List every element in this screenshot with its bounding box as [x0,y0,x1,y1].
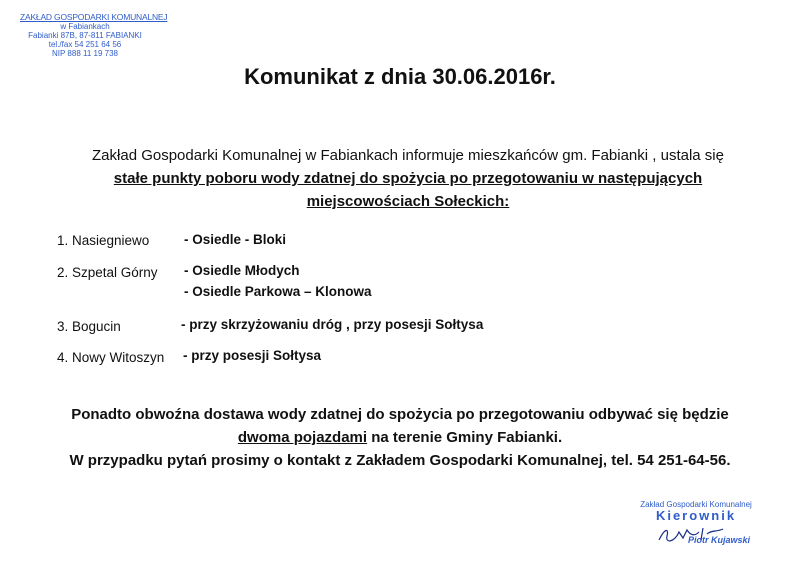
location-point: - Osiedle Młodych [184,263,300,278]
intro-emphasis-line1: stałe punkty poboru wody zdatnej do spożycia po przegotowaniu w następujących [113,170,703,187]
handwritten-signature [657,526,727,544]
stamp-signer: Piotr Kujawski [687,535,750,545]
location-point: - Osiedle - Bloki [184,232,287,247]
location-point: - przy skrzyżowaniu dróg , przy posesji Sołtysa [181,317,484,332]
stamp-role: Kierownik [655,508,737,523]
footer-underlined: dwoma pojazdami [237,429,368,446]
stamp-company: Zakład Gospodarki Komunalnej [640,500,752,509]
location-name: 2. Szpetal Górny [57,265,158,280]
stamp-phone: tel./fax 54 251 64 56 [48,40,122,49]
location-name: 3. Bogucin [57,319,121,334]
footer-line1: Ponadto obwoźna dostawa wody zdatnej do spożycia po przegotowaniu odbywać się będzie [71,406,729,423]
stamp-location: w Fabiankach [60,22,110,31]
footer-line2-rest: na terenie Gminy Fabianki. [367,429,563,446]
location-point: - przy posesji Sołtysa [183,348,322,363]
intro-paragraph [58,144,758,213]
location-name: 4. Nowy Witoszyn [57,350,165,365]
footer-line2 [30,426,770,449]
company-stamp [20,12,168,58]
location-point: - Osiedle Parkowa – Klonowa [184,284,372,299]
footer-line3: W przypadku pytań prosimy o kontakt z Zakładem Gospodarki Komunalnej, tel. 54 251-64-56. [69,452,731,469]
stamp-address: Fabianki 87B, 87-811 FABIANKI [28,31,142,40]
intro-lead: Zakład Gospodarki Komunalnej w Fabiankach informuje mieszkańców gm. Fabianki , ustala się [92,147,724,164]
stamp-nip: NIP 888 11 19 738 [52,49,118,58]
footer-paragraph [30,403,770,472]
document-title: Komunikat z dnia 30.06.2016r. [244,64,556,89]
intro-emphasis-line2: miejscowościach Sołeckich: [306,193,510,210]
stamp-company-name: ZAKŁAD GOSPODARKI KOMUNALNEJ [20,12,168,22]
location-name: 1. Nasiegniewo [57,233,150,248]
